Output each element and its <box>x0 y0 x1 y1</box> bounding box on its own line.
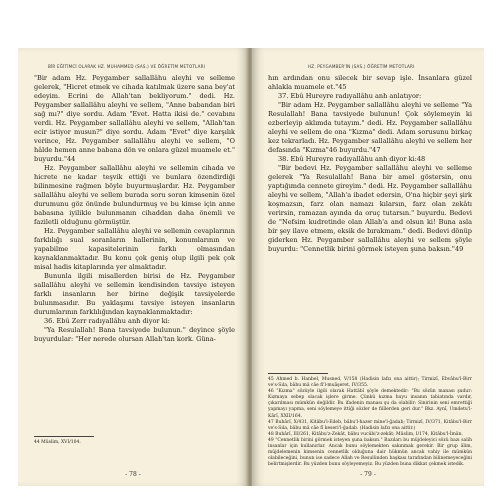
paragraph: "Bir adam Hz. Peygamber sallallâhu aleyhi ve selleme gelerek, "Hicret etmek ve cihada katılmak üzere sana bey'at edeyim. Ecrini de Allah'tan bekliyorum." dedi. Hz. Peygamber sallallâhu aleyhi ve sellem, "Anne babandan biri sağ mı?" diye sordu. Adam "Evet. Hatta ikisi de." cevabını verdi. Hz. Peygamber sallallâhu aleyhi ve sellem, "Allah'tan ecir istiyor musun?" diye sordu. Adam "Evet" diye karşılık verince, Hz. Peygamber sallallâhu aleyhi ve sellem, "O hâlde hemen anne babana dön ve onlara güzel muamele et." buyurdu."44 <box>34 74 235 163</box>
right-page <box>252 48 484 486</box>
footnote: 47 Buhârî, X/431, Kitâbu'l-Edeb, bâbu'l-hazer mine'l-ğadab; Tirmizî, IV/371, Kitâbu'l-Birr ve's-Sıla, bâbu mâ câe fî keseri'l-ğadab. (Hadisin lafzı ona aittir.) <box>268 419 472 431</box>
page-number-left: - 78 - <box>125 471 141 478</box>
paragraph: Hz. Peygamber sallallâhu aleyhi ve sellemin cihada ve hicrete ne kadar teşvik ettiği ve bunlara özendirdiği bilinmesine rağmen böyle buyurmuşlardır. Hz. Peygamber sallallâhu aleyhi ve sellem burada soru soran kimsenin özel durumunu göz önünde bulundurmuş ve bu kimse için anne babasına iyilikle bulunmanın cihaddan daha önemli ve faziletli olduğunu görmüştür. <box>34 164 235 226</box>
paragraph: Hz. Peygamber sallallâhu aleyhi ve sellemin cevaplarının farklılığı sual soranların hallerinin, konumlarının ve yapabilme kapasitelerinin farklı olmasından kaynaklanmaktadır. Bu konu çok geniş olup ilgili pek çok misal hadis kitaplarında yer almaktadır. <box>34 227 235 271</box>
running-head-right: HZ. PEYGAMBER'İN (SAS.) ÖĞRETİM METOTLARI <box>308 64 415 69</box>
right-body-text <box>268 74 472 254</box>
footnote: 44 Müslim, XVI/104. <box>34 440 81 445</box>
left-body-text <box>34 74 235 344</box>
paragraph: 37. Ebû Hureyre radıyallâhu anh anlatıyor: <box>278 92 422 100</box>
footnote: 48 Buhârî, III/261, Kitâbu'z-Zekât, bâbu vucûbi'z-zekât; Müslim, I/174, Kitâbu'l-İmân. <box>268 431 463 437</box>
footnote: 49 "Cennetlik birini görmek isteyen şuna baksın." Bazıları bu müjdeleyici sözü bazı salih insanlar için kullanırlar. Ancak bunu söylemekten sakınmak gerekir. Bir grup âlim, müjdelemenin kimsenin cennetlik olduğuna dair hükmün ancak vahiy ile mümkün olabileceğini, bunun ise sadece Allah ve Resulünden başkası tarafından bilinemeyeceğini belirtmişlerdir. Bu yüzden bunu söyleyemeyiz. Bu yüzden buna dikkat çekmek istedik. <box>268 437 472 468</box>
footnote-divider <box>268 373 328 374</box>
paragraph: "Bir bedevi Hz. Peygamber sallallâhu aleyhi ve selleme gelerek "Ya Resulallah! Bana bir amel göstersin, onu yaptığımda cennete gireyim." dedi. Hz. Peygamber sallallâhu aleyhi ve sellem, "Allah'a ibadet edersin, O'na hiçbir şeyi şirk koşmazsın, farz olan namazı kılarsın, farz olan zekâtı verirsin, ramazan ayında da oruç tutarsın." buyurdu. Bedevi de "Nefsim kudretinde olan Allah'a and olsun ki! Buna asla bir şey ilave etmem, eksik de bırakmam." dedi. Bedevi dönüp giderken Hz. Peygamber sallallâhu aleyhi ve sellem şöyle buyurdu: "Cennetlik birini görmek isteyen şuna baksın."49 <box>268 164 472 253</box>
left-page <box>18 48 248 486</box>
paragraph: 36. Ebû Zerr radıyallâhu anh diyor ki: <box>44 317 170 325</box>
page-number-right: - 79 - <box>360 471 376 478</box>
left-footnotes <box>34 440 234 446</box>
paragraph: "Ya Resulallah! Bana tavsiyede bulunun." deyince şöyle buyurdular: "Her nerede olursan Allah'tan kork. Güna- <box>34 326 235 343</box>
running-head-left: BİR EĞİTİMCİ OLARAK HZ. MUHAMMED (SAS.) VE ÖĞRETİM METOTLARI <box>48 64 206 69</box>
footnote-divider <box>34 436 94 437</box>
right-footnotes <box>268 377 472 468</box>
paragraph: Bununla ilgili misallerden birisi de Hz. Peygamber sallallâhu aleyhi ve sellemin kendisinden tavsiye isteyen farklı insanların her birine değişik tavsiyelerde bulunmasıdır. Bu yaklaşımı tavsiye isteyen insanların durumlarının farklılığından kaynaklanmaktadır: <box>34 272 235 316</box>
paragraph: 38. Ebû Hureyre radıyallâhu anh diyor ki:48 <box>278 155 426 163</box>
paragraph: "Bir adam Hz. Peygamber sallallâhu aleyhi ve selleme "Ya Resulallah! Bana tavsiyede bulunun! Çok söylemeyin ki ezberleyip aklımda tutayım." dedi. Hz. Peygamber sallallâhu aleyhi ve sellem de ona "Kızma" dedi. Adam sorusunu birkaç kez tekrarladı. Hz. Peygamber sallallâhu aleyhi ve sellem her defasında "Kızma"46 buyurdu."47 <box>268 101 472 154</box>
paragraph: hın ardından onu silecek bir sevap işle. İnsanlara güzel ahlakla muamele et."45 <box>268 74 472 91</box>
footnote: 46 "Kızma" sözüyle ilgili olarak Hattâbî şöyle demektedir: "Bu sözün manası şudur: Kızmaya sebep olacak işlere girme. Çünkü kızma huyu insanın tabiatında vardır, çıkarılması mümkün değildir. Bu ifadenin manası şu da olabilir: Sinirinin seni emrettiği yapmayı yapma, seni söylemeye ittiği sözler de fiillerden geri dur." Bkz. Aynî, Umdetu'l-Kârî, XXII/164. <box>268 389 472 419</box>
footnote: 45 Ahmed b. Hanbel, Musned, V/158 (Hadisin lafzı ona aittir); Tirmizî, Ebvâbu'l-Birr ve's-Sıla, bâbu mâ câe fi'l-muâşeret, IV/355. <box>268 377 472 389</box>
